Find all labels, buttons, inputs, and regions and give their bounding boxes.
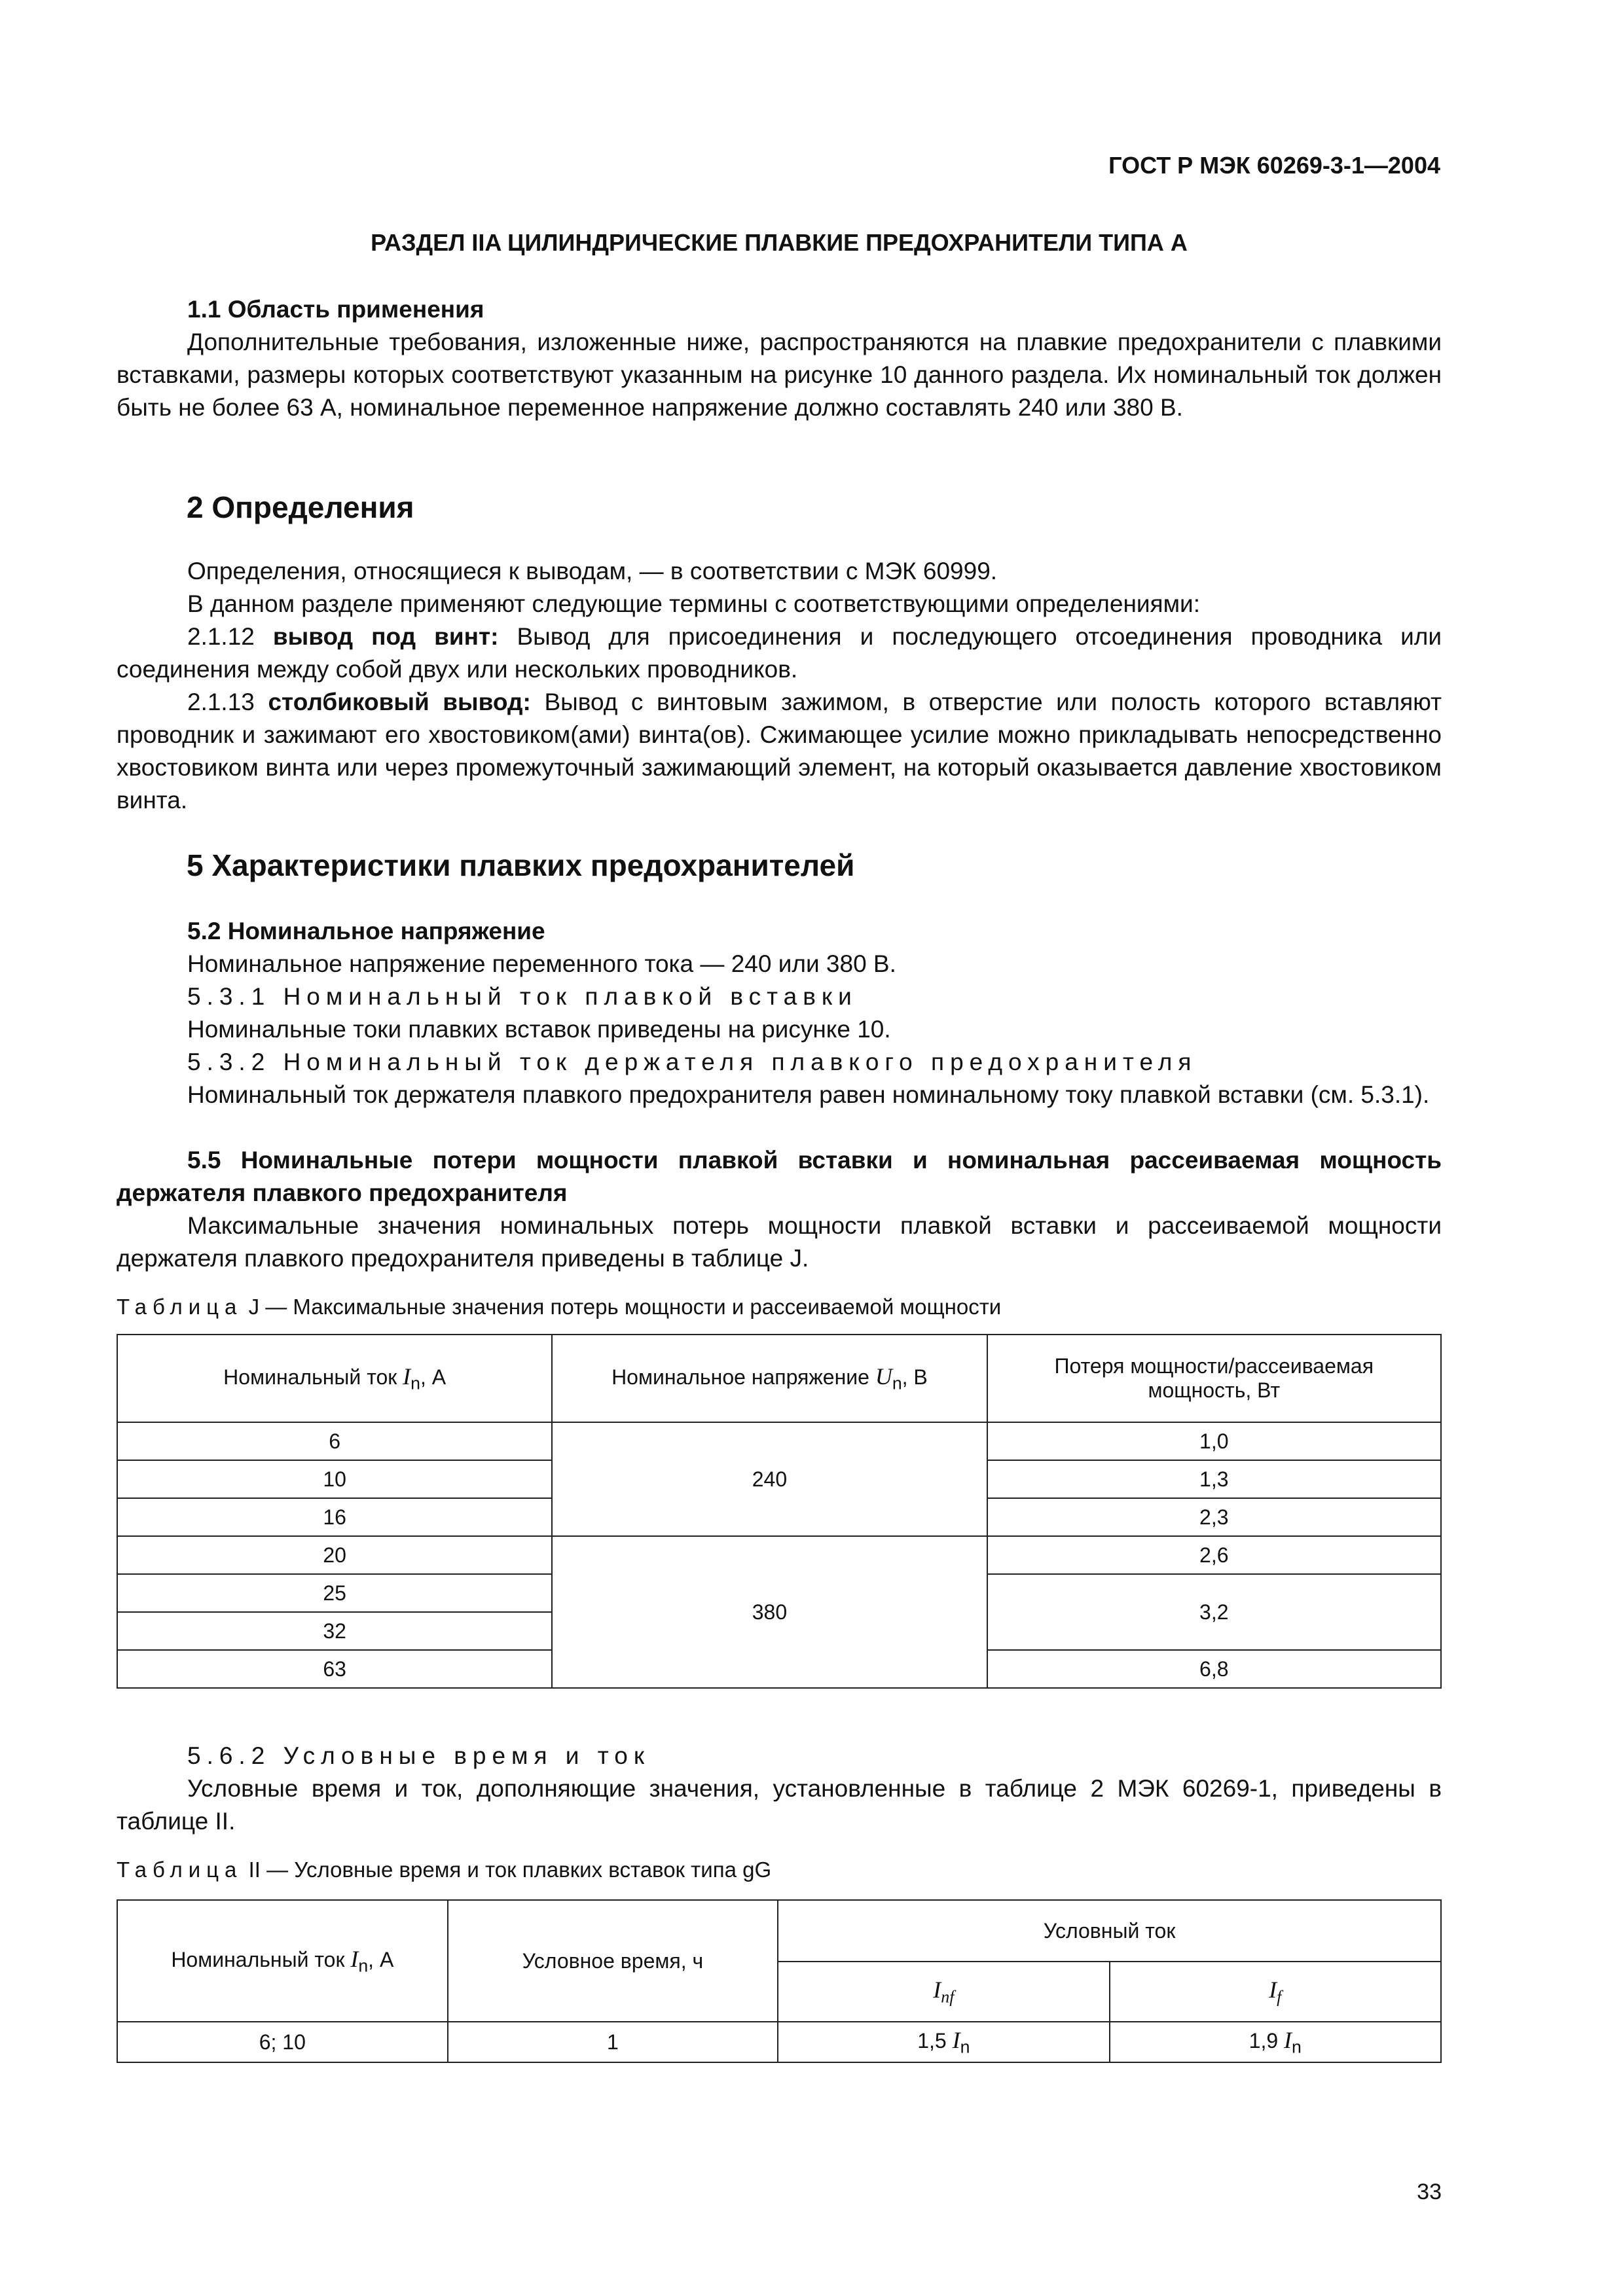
coefficient: 1,5: [917, 2029, 947, 2053]
header-rated-voltage: [552, 1335, 987, 1422]
table-header-row: [117, 1335, 1441, 1422]
cell-current: 6: [117, 1422, 552, 1460]
table-row: [117, 2022, 1441, 2062]
symbol: I: [933, 1977, 941, 2003]
table-ii: [117, 1899, 1442, 2063]
subsection-5-3-2-heading: 5.3.2 Номинальный ток держателя плавкого предохранителя: [187, 1049, 1197, 1075]
subsection-5-3-1-heading: 5.3.1 Номинальный ток плавкой вставки: [187, 983, 858, 1010]
term-number: 2.1.12: [187, 623, 255, 650]
header-rated-current: [117, 1335, 552, 1422]
header-inf: [778, 1962, 1109, 2022]
section-title: РАЗДЕЛ IIA ЦИЛИНДРИЧЕСКИЕ ПЛАВКИЕ ПРЕДОХРАНИТЕЛИ ТИПА А: [371, 229, 1188, 256]
subsection-5-5-text: Максимальные значения номинальных потерь мощности плавкой вставки и рассеиваемой мощности держателя плавкого предохранителя приведены в таблице J.: [117, 1212, 1442, 1272]
page-number: 33: [1417, 2179, 1442, 2204]
table-j: [117, 1334, 1442, 1689]
cell-current: 6; 10: [117, 2022, 448, 2062]
header-if: [1110, 1962, 1441, 2022]
cell-loss: 2,6: [987, 1536, 1441, 1574]
symbol-subscript: n: [960, 2037, 970, 2057]
subsection-5-5-heading: 5.5 Номинальные потери мощности плавкой вставки и номинальная рассеиваемая мощность держателя плавкого предохранителя: [117, 1147, 1442, 1206]
symbol: I: [403, 1363, 411, 1390]
subsection-5-3-1-text: Номинальные токи плавких вставок приведены на рисунке 10.: [187, 1016, 891, 1043]
cell-loss: 2,3: [987, 1498, 1441, 1536]
symbol-subscript: f: [1277, 1987, 1282, 2007]
coefficient: 1,9: [1249, 2029, 1279, 2053]
header-label: Номинальное напряжение: [611, 1365, 869, 1390]
term-name: вывод под винт:: [272, 623, 499, 650]
cell-current: 25: [117, 1574, 552, 1612]
subsection-5-6-2-text: Условные время и ток, дополняющие значения, установленные в таблице 2 МЭК 60269-1, приведены в таблице II.: [117, 1775, 1442, 1835]
unit: , А: [420, 1365, 447, 1390]
section-5-heading: 5 Характеристики плавких предохранителей: [187, 848, 855, 882]
cell-current: 16: [117, 1498, 552, 1536]
subsection-1-1-text: Дополнительные требования, изложенные ниже, распространяются на плавкие предохранители с плавкими вставками, размеры которых соответствуют указанным на рисунке 10 данного раздела. Их номинальный ток должен быть не более 63 А, номинальное переменное напряжение должно составлять 240 или 380 В.: [117, 329, 1442, 421]
term-name: столбиковый вывод:: [268, 689, 531, 715]
subsection-5-2-text: Номинальное напряжение переменного тока — 240 или 380 В.: [187, 950, 896, 977]
cell-loss: 1,3: [987, 1460, 1441, 1498]
definitions-terms-intro: В данном разделе применяют следующие термины с соответствующими определениями:: [187, 590, 1200, 617]
cell-time: 1: [448, 2022, 778, 2062]
subsection-5-2-heading: 5.2 Номинальное напряжение: [187, 918, 545, 944]
cell-loss: 1,0: [987, 1422, 1441, 1460]
header-rated-current: [117, 1900, 448, 2022]
unit: , А: [368, 1948, 394, 1972]
cell-current: 32: [117, 1612, 552, 1650]
symbol: I: [952, 2027, 960, 2054]
cell-current: 63: [117, 1650, 552, 1688]
term-number: 2.1.13: [187, 689, 255, 715]
cell-voltage: 380: [552, 1536, 987, 1688]
symbol: I: [350, 1946, 359, 1973]
table-row: [117, 1536, 1441, 1574]
symbol-subscript: n: [410, 1373, 420, 1393]
subsection-5-6-2-heading: 5.6.2 Условные время и ток: [187, 1742, 651, 1769]
unit: , В: [902, 1365, 928, 1390]
cell-inf: [778, 2022, 1109, 2062]
table-header-row: [117, 1900, 1441, 1962]
header-label: Номинальный ток: [171, 1948, 345, 1972]
document-header: ГОСТ Р МЭК 60269-3-1—2004: [1108, 152, 1440, 179]
symbol: U: [875, 1363, 892, 1390]
table-row: [117, 1422, 1441, 1460]
term-definition: Вывод с винтовым зажимом, в отверстие или полость которого вставляют проводник и зажимают его хвостовиком(ами) винта(ов). Сжимающее усилие можно прикладывать непосредственно хвостовиком винта или через промежуточный зажимающий элемент, на который оказывается давление хвостовиком винта.: [117, 689, 1442, 814]
table-caption-text: J — Максимальные значения потерь мощности и рассеиваемой мощности: [248, 1295, 1002, 1319]
table-ii-caption: [117, 1857, 771, 1882]
subsection-1-1-heading: 1.1 Область применения: [187, 296, 484, 323]
symbol: I: [1284, 2027, 1292, 2054]
section-2-heading: 2 Определения: [187, 490, 414, 524]
header-label: Номинальный ток: [223, 1365, 397, 1390]
definitions-intro: Определения, относящиеся к выводам, — в соответствии с МЭК 60999.: [187, 558, 998, 584]
cell-current: 20: [117, 1536, 552, 1574]
definition-2-1-13: [117, 686, 1442, 817]
subsection-5-3-2-text: Номинальный ток держателя плавкого предохранителя равен номинальному току плавкой вставки (см. 5.3.1).: [187, 1081, 1430, 1108]
header-conventional-current: Условный ток: [778, 1900, 1441, 1962]
cell-current: 10: [117, 1460, 552, 1498]
table-label: Таблица: [117, 1295, 243, 1319]
cell-voltage: 240: [552, 1422, 987, 1536]
symbol-subscript: n: [1292, 2037, 1302, 2057]
definition-2-1-12: [117, 620, 1442, 686]
header-conventional-time: Условное время, ч: [448, 1900, 778, 2022]
symbol-subscript: n: [358, 1956, 369, 1976]
symbol: I: [1269, 1977, 1277, 2003]
table-j-caption: [117, 1295, 1001, 1319]
symbol-subscript: nf: [941, 1987, 955, 2007]
symbol-subscript: n: [892, 1373, 902, 1393]
table-caption-text: II — Условные время и ток плавких вставок типа gG: [248, 1857, 772, 1882]
header-power-loss: Потеря мощности/рассеиваемая мощность, Вт: [987, 1335, 1441, 1422]
cell-loss: 6,8: [987, 1650, 1441, 1688]
term-definition: Вывод для присоединения и последующего отсоединения проводника или соединения между собой двух или нескольких проводников.: [117, 623, 1442, 683]
cell-loss: 3,2: [987, 1574, 1441, 1650]
table-label: Таблица: [117, 1857, 243, 1882]
cell-if: [1110, 2022, 1441, 2062]
